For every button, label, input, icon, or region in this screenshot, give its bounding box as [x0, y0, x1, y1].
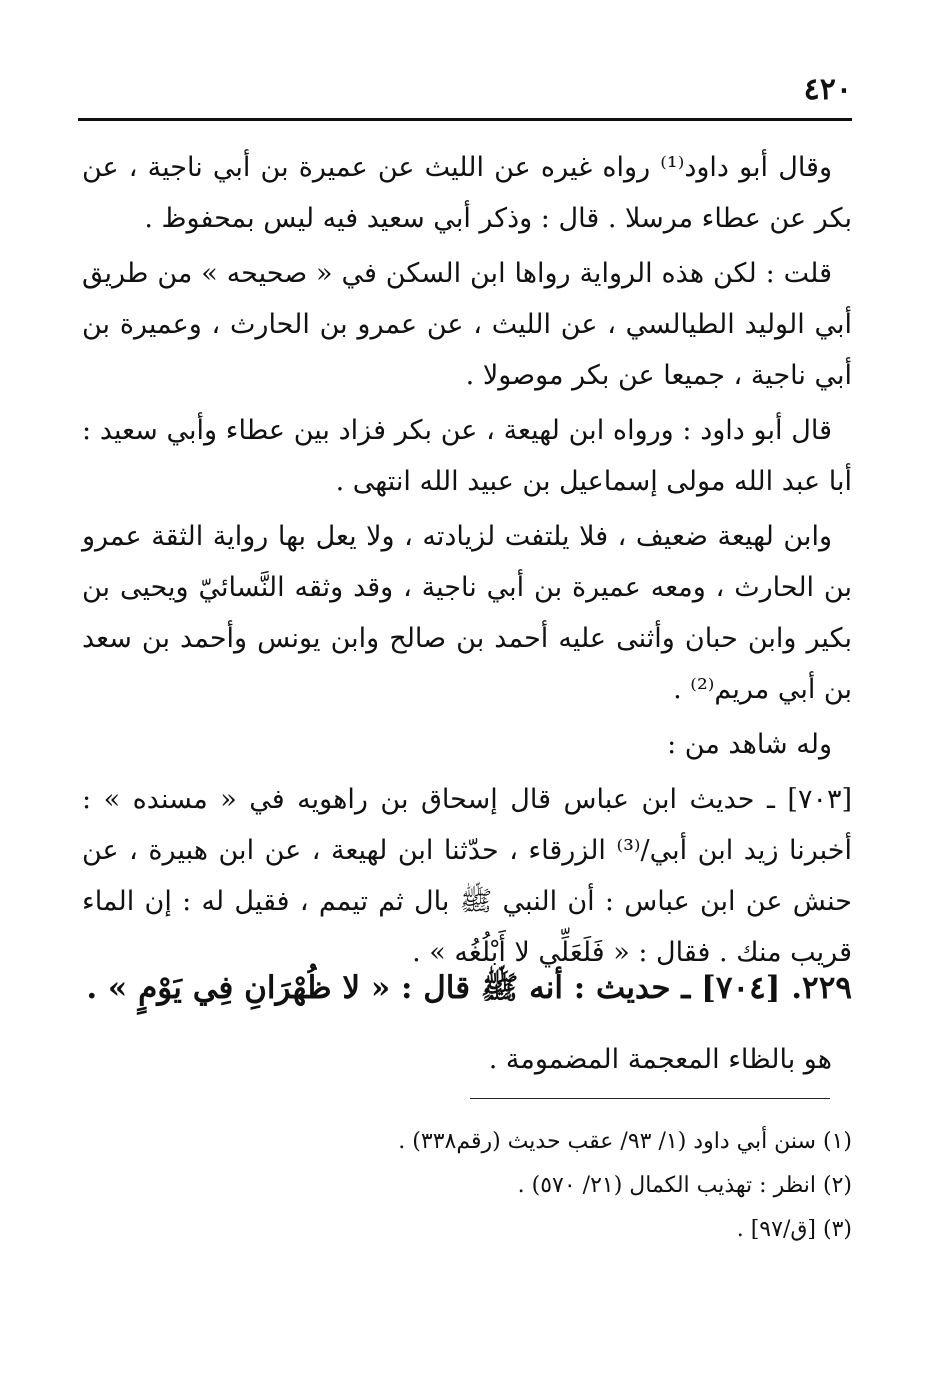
paragraph-abu-dawud-2: قال أبو داود : ورواه ابن لهيعة ، عن بكر فزاد بين عطاء وأبي سعيد : أبا عبد الله مولى إسماعيل بن عبيد الله انتهى . — [82, 415, 852, 497]
paragraph-ibn-al-sakan: قلت : لكن هذه الرواية رواها ابن السكن في « صحيحه » من طريق أبي الوليد الطيالسي ، عن الليث ، عن عمرو بن الحارث ، وعميرة بن أبي ناجية ، جميعا عن بكر موصولا . — [82, 258, 852, 391]
footnote-2: (٢) انظر : تهذيب الكمال (٢١/ ٥٧٠) . — [517, 1173, 852, 1198]
paragraph-ibn-lahiah: وابن لهيعة ضعيف ، فلا يلتفت لزيادته ، ولا يعل بها رواية الثقة عمرو بن الحارث ، ومعه عميرة بن أبي ناجية ، وقد وثقه النَّسائيّ ويحيى بن بكير وابن حبان وأثنى عليه أحمد بن صالح وابن يونس وأحمد بن سعد بن أبي مريم⁽²⁾ . — [82, 521, 852, 705]
hadith-heading-229: ٢٢٩. [٧٠٤] ـ حديث : أنه ﷺ قال : « لا ظُهْرَانِ فِي يَوْمٍ » . — [86, 970, 852, 1006]
page-number: ٤٢٠ — [803, 72, 852, 107]
heading-note: هو بالظاء المعجمة المضمومة . — [488, 1044, 832, 1075]
main-text — [82, 142, 852, 982]
paragraph-shahid: وله شاهد من : — [667, 729, 832, 760]
footnotes — [82, 1120, 852, 1252]
footnote-3: (٣) [ق/٩٧] . — [736, 1217, 852, 1242]
footnote-rule — [470, 1098, 830, 1099]
header-rule — [78, 118, 852, 121]
paragraph-abu-dawud-1: وقال أبو داود⁽¹⁾ رواه غيره عن الليث عن عميرة بن أبي ناجية ، عن بكر عن عطاء مرسلا . قال : وذكر أبي سعيد فيه ليس بمحفوظ . — [82, 152, 852, 234]
paragraph-hadith-703: [٧٠٣] ـ حديث ابن عباس قال إسحاق بن راهويه في « مسنده » : أخبرنا زيد ابن أبي/⁽³⁾ الزرقاء ، حدّثنا ابن لهيعة ، عن ابن هبيرة ، عن حنش عن ابن عباس : أن النبي ﷺ بال ثم تيمم ، فقيل له : إن الماء قريب منك . فقال : « فَلَعَلِّي لا أَبْلُغُه » . — [82, 784, 852, 968]
footnote-1: (١) سنن أبي داود (١/ ٩٣/ عقب حديث (رقم٣٣٨) . — [398, 1129, 852, 1154]
